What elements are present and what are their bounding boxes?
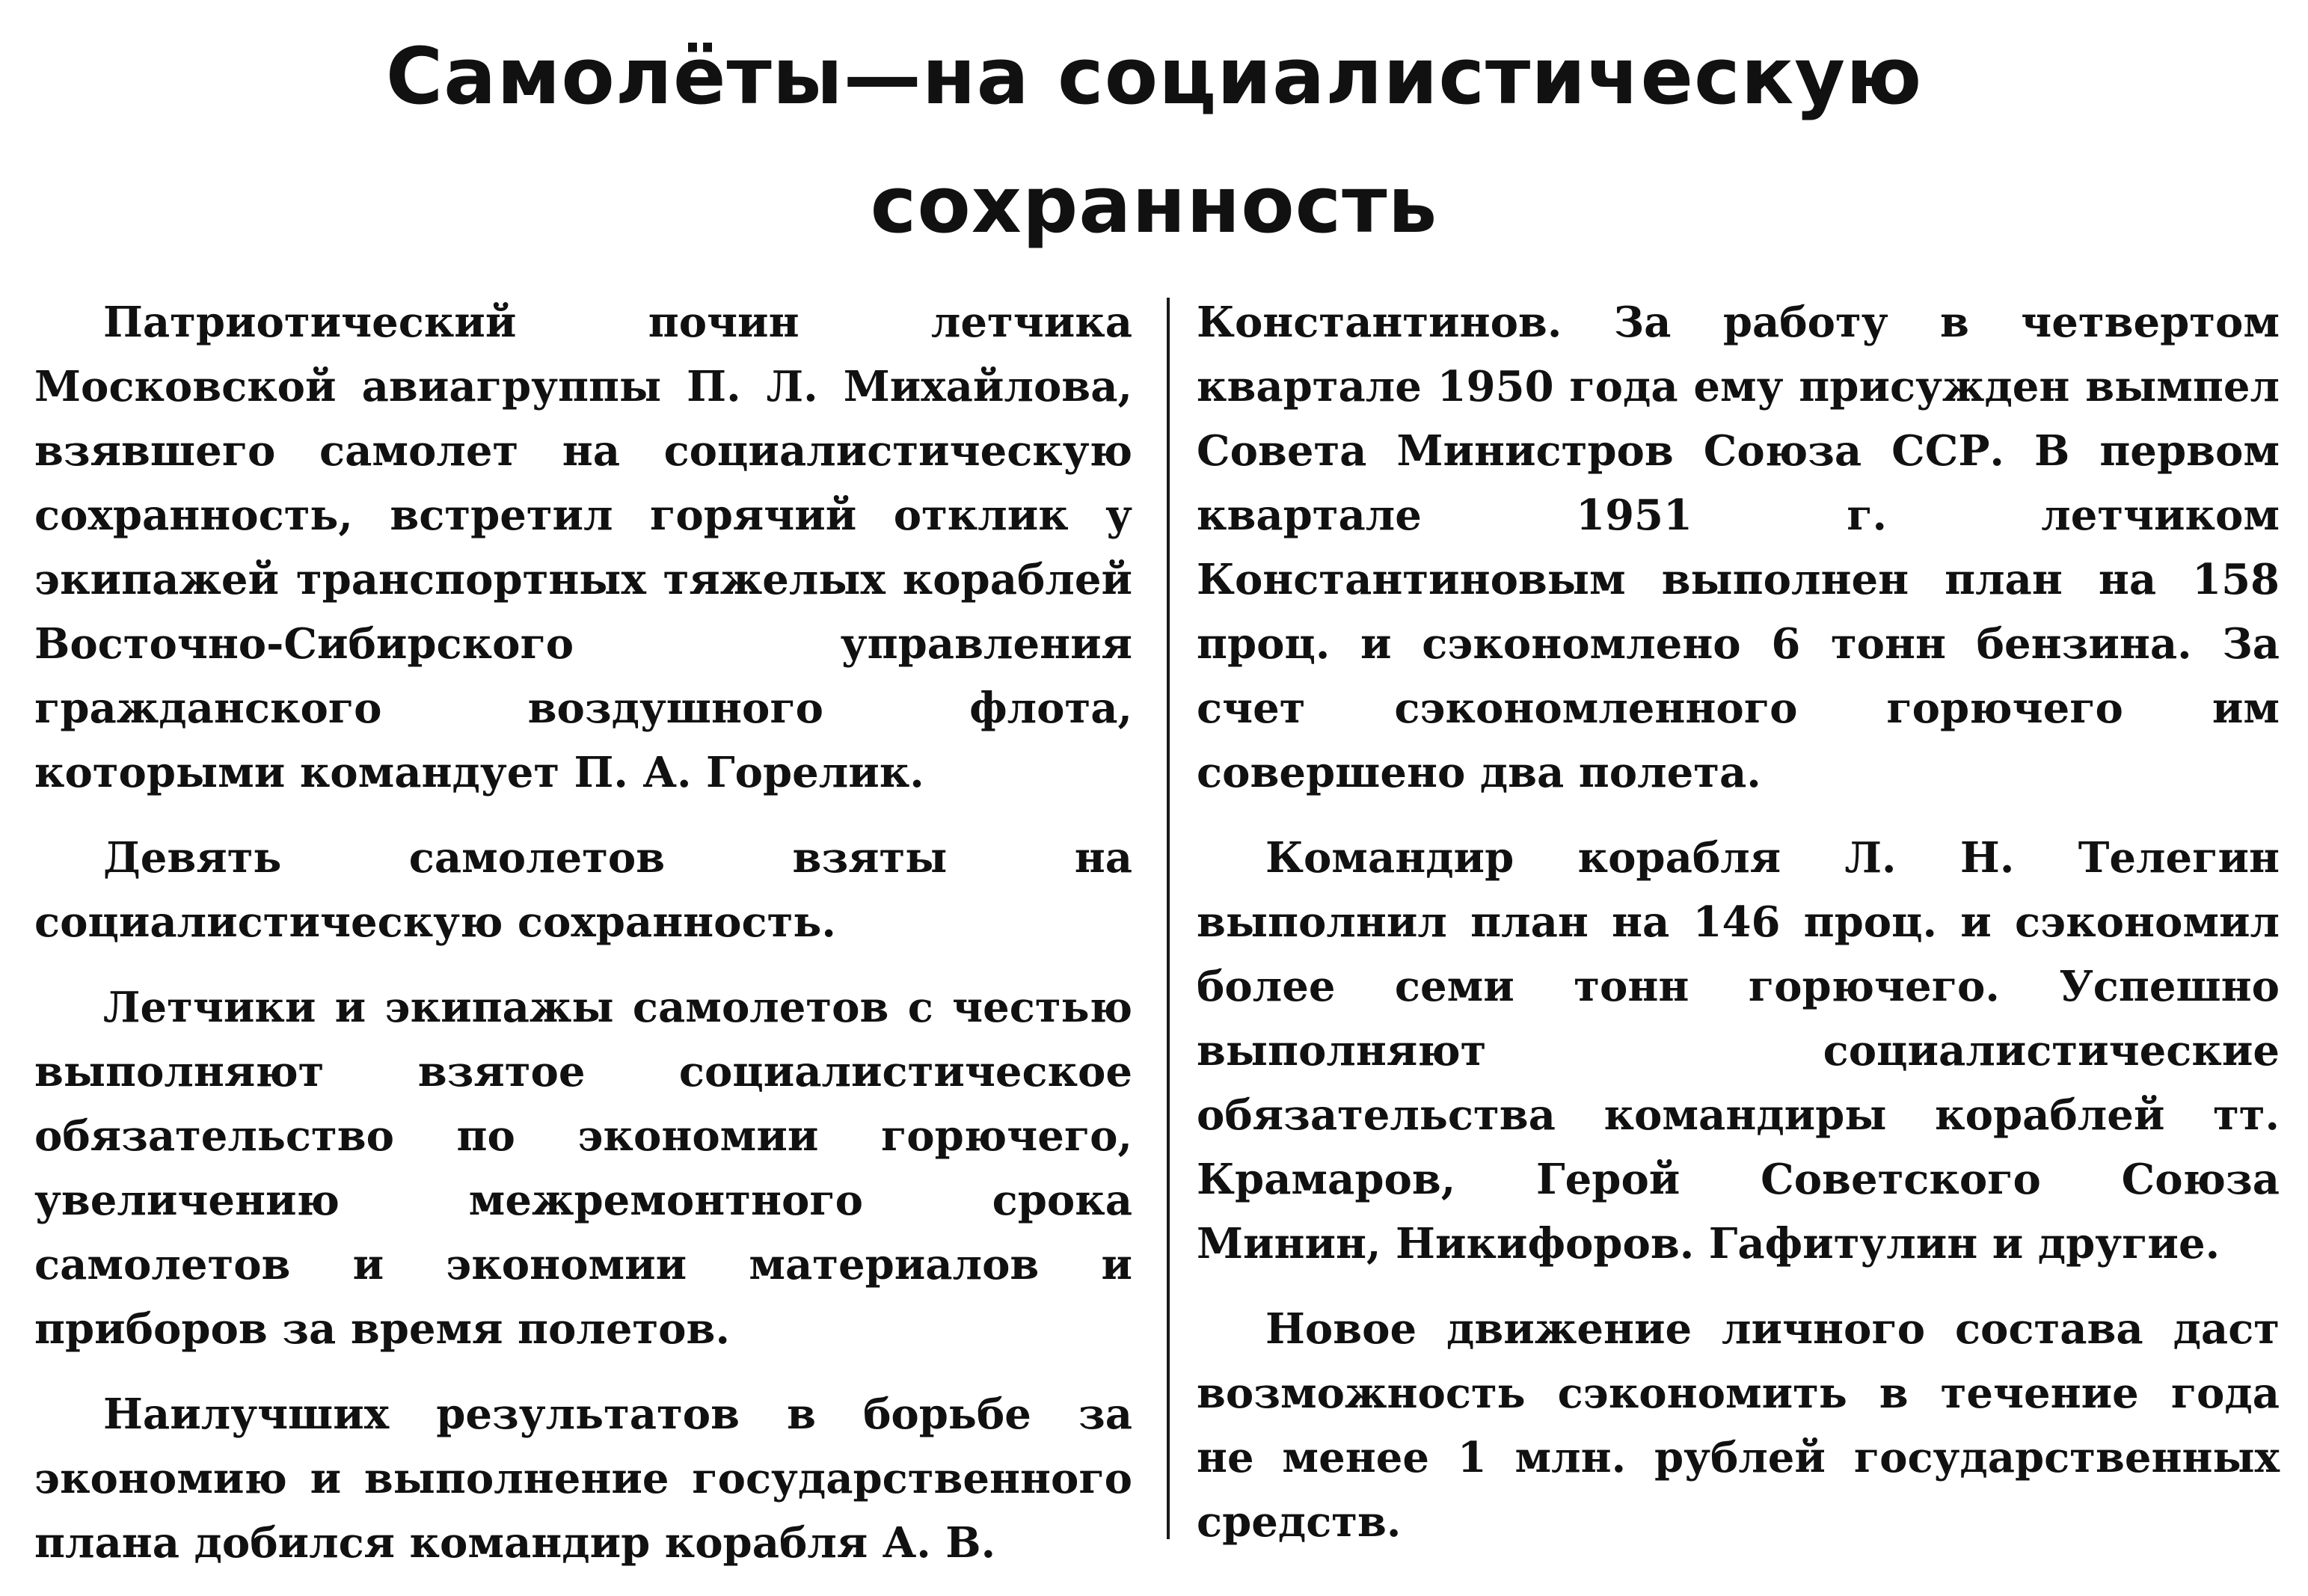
article-headline [30, 12, 2278, 269]
paragraph: Летчики и экипажы самолетов с честью выполняют взятое социалистическое обязательство по экономии горючего, увеличению межремонтного срока самолетов и экономии материалов и приборов за время полетов. [34, 983, 1132, 1354]
right-column [1197, 290, 2280, 1575]
paragraph: Наилучших результатов в борьбе за экономию и выполнение государственного плана добился командир корабля А. В. [34, 1390, 1132, 1568]
paragraph: Командир корабля Л. Н. Телегин выполнил план на 146 проц. и сэкономил более семи тонн горючего. Успешно выполняют социалистические обязательства командиры кораблей тт. Крамаров, Герой Советского Союза Минин, Никифоров. Гафитулин и другие. [1197, 833, 2280, 1268]
paragraph: Новое движение личного состава даст возможность сэкономить в течение года не менее 1 млн. рублей государственных средств. [1197, 1304, 2280, 1547]
paragraph: Патриотический почин летчика Московской авиагруппы П. Л. Михайлова, взявшего самолет на социалистическую сохранность, встретил горячий отклик у экипажей транспортных тяжелых кораблей Восточно-Сибирского управления гражданского воздушного флота, которыми командует П. А. Горелик. [34, 298, 1132, 797]
left-column [34, 290, 1132, 1596]
paragraph: Девять самолетов взяты на социалистическую сохранность. [34, 833, 1132, 947]
headline-line-2: сохранность [870, 159, 1438, 251]
column-divider [1167, 298, 1170, 1539]
paragraph: Константинов. За работу в четвертом квартале 1950 года ему присужден вымпел Совета Министров Союза ССР. В первом квартале 1951 г. летчиком Константиновым выполнен план на 158 проц. и сэкономлено 6 тонн бензина. За счет сэкономленного горючего им совершено два полета. [1197, 298, 2280, 797]
headline-line-1: Самолёты—на социалистическую [385, 31, 1923, 122]
